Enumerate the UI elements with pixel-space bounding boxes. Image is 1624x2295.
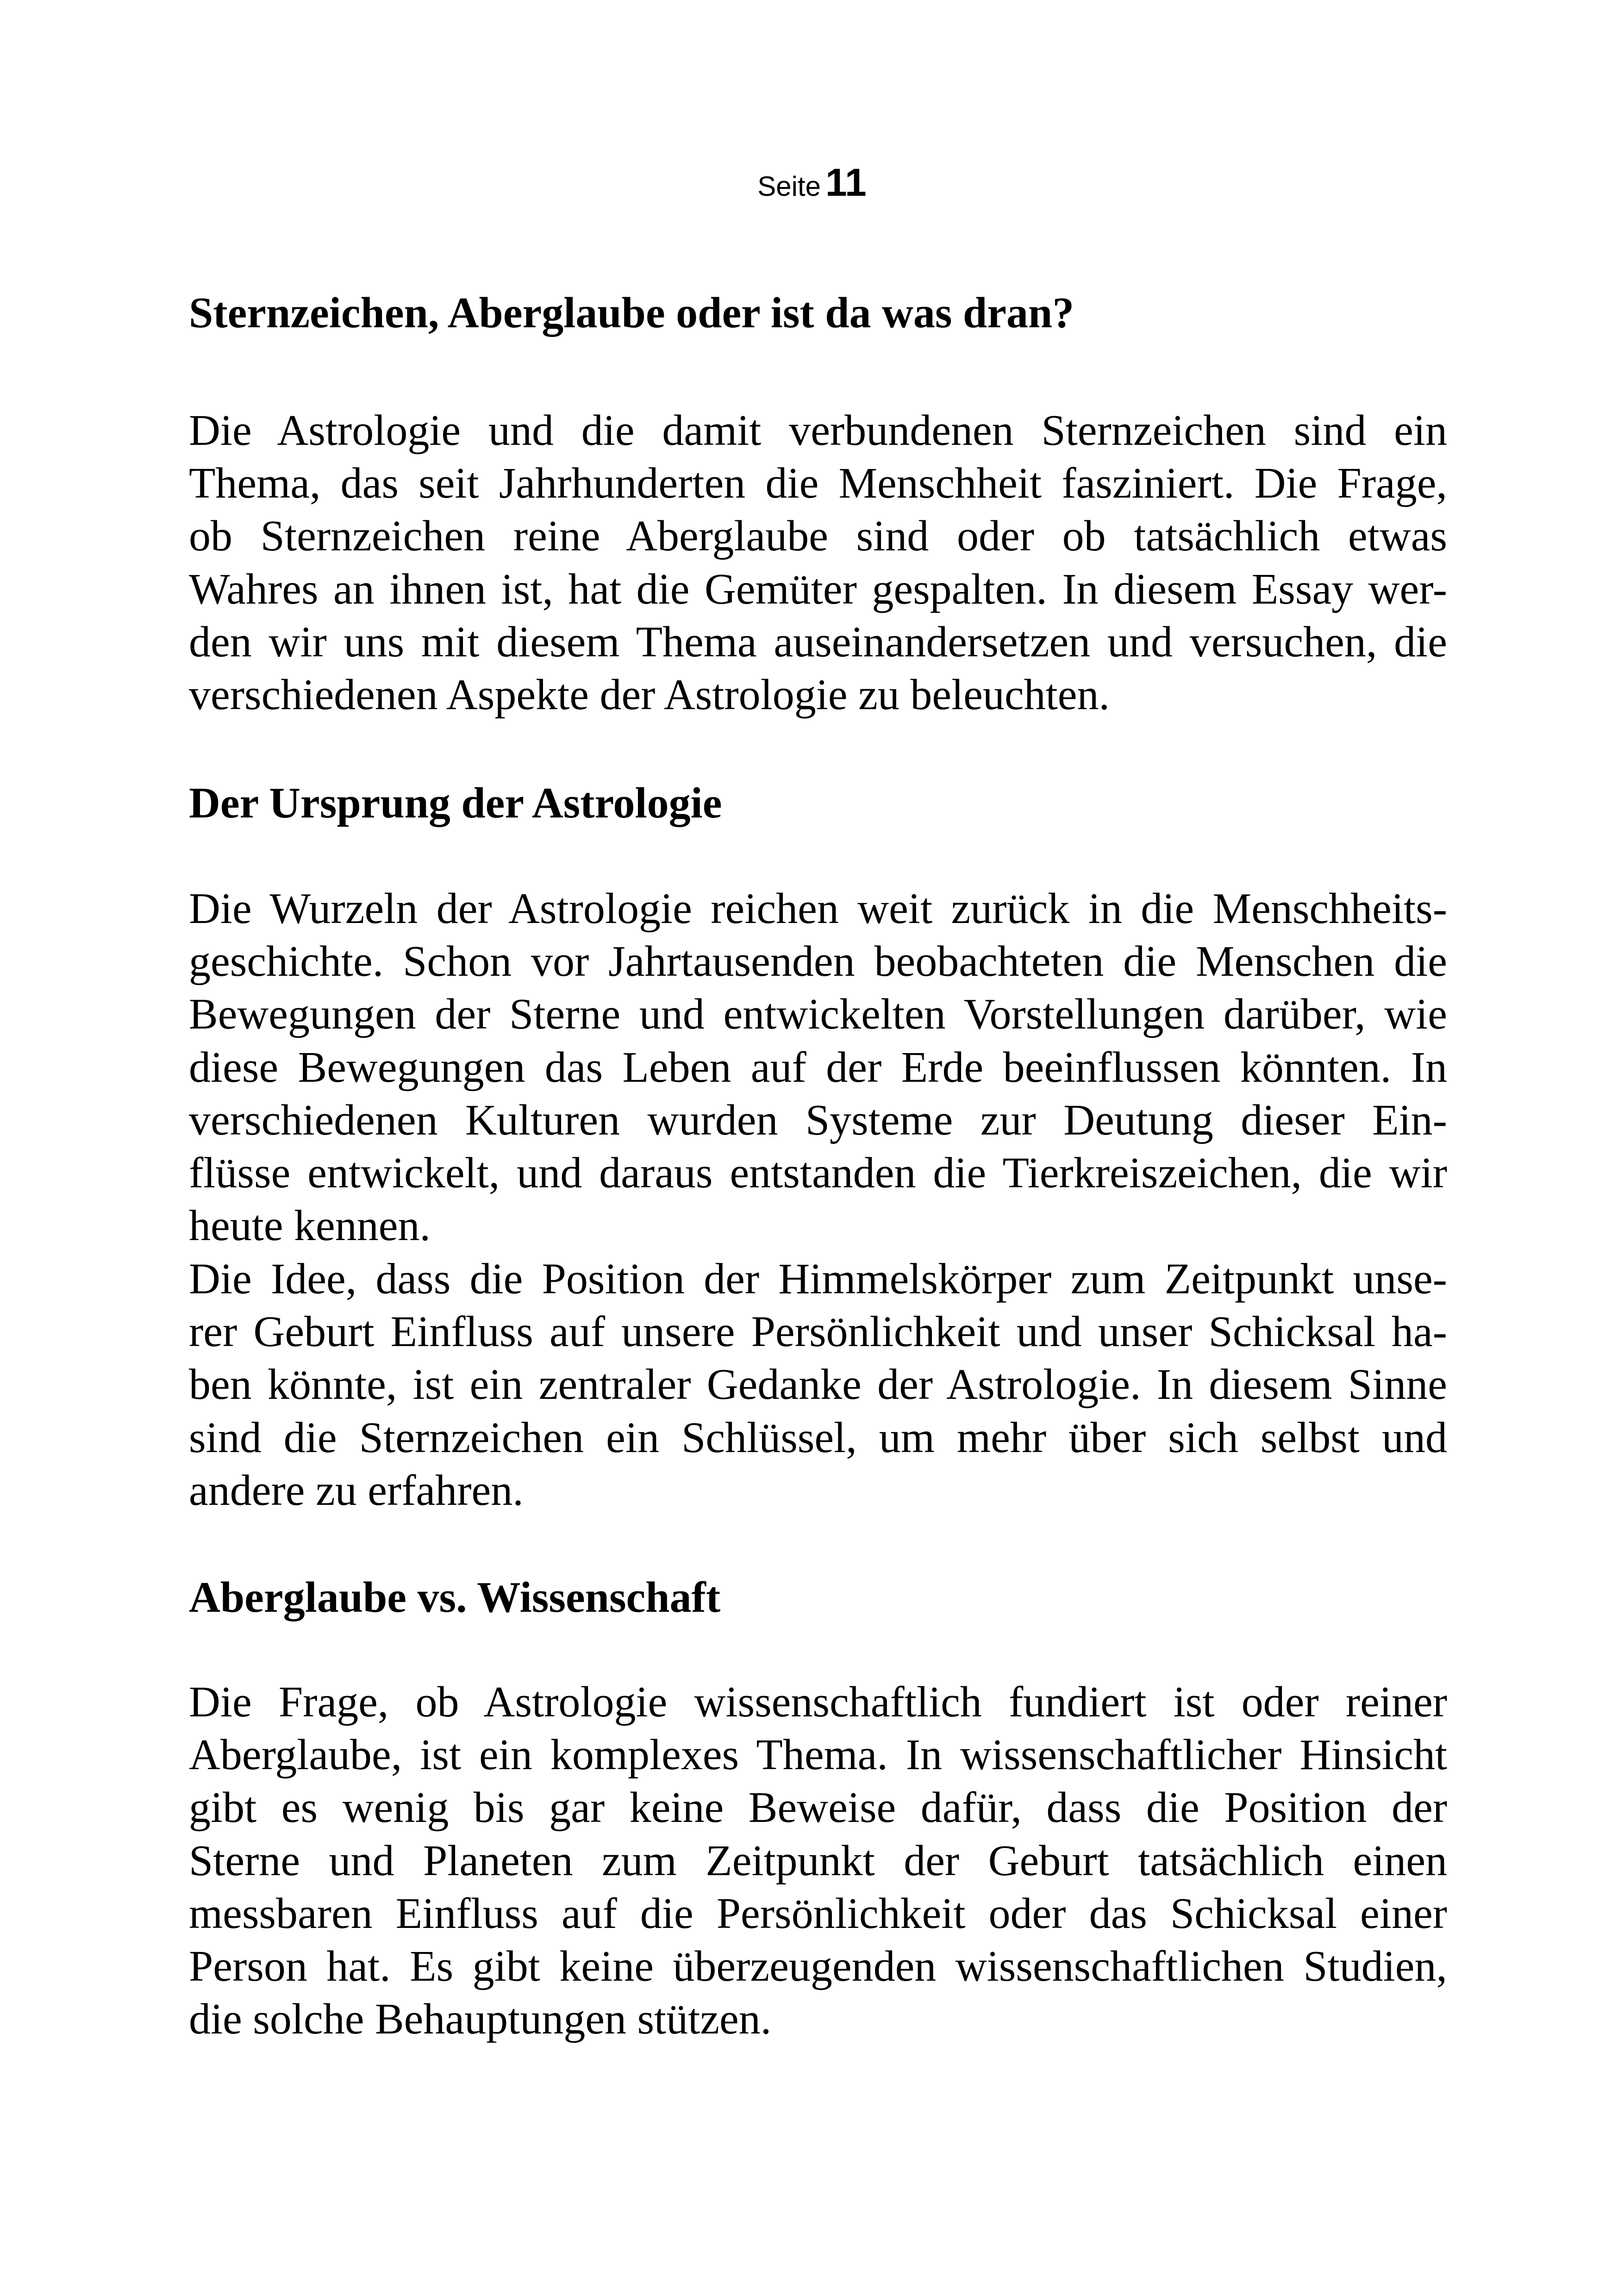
paragraph-intro xyxy=(189,404,1447,721)
text-line: flüsse entwickelt, und daraus entstanden die Tierkreiszeichen, die wir xyxy=(189,1148,1447,1197)
text-line: messbaren Einfluss auf die Persönlichkeit oder das Schicksal einer xyxy=(189,1889,1447,1938)
text-line: verschiedenen Aspekte der Astrologie zu beleuchten. xyxy=(189,670,1110,719)
text-line: Die Astrologie und die damit verbundenen Sternzeichen sind ein xyxy=(189,406,1447,455)
text-line: ben könnte, ist ein zentraler Gedanke der Astrologie. In diesem Sinne xyxy=(189,1360,1447,1409)
text-line: Die Idee, dass die Position der Himmelskörper zum Zeitpunkt unse- xyxy=(189,1255,1447,1303)
text-line: sind die Sternzeichen ein Schlüssel, um mehr über sich selbst und xyxy=(189,1413,1447,1462)
paragraph-ursprung-2 xyxy=(189,1253,1447,1517)
text-line: Bewegungen der Sterne und entwickelten Vorstellungen darüber, wie xyxy=(189,990,1447,1039)
text-line: diese Bewegungen das Leben auf der Erde beeinflussen könnten. In xyxy=(189,1043,1447,1091)
text-line: Thema, das seit Jahrhunderten die Menschheit fasziniert. Die Frage, xyxy=(189,459,1447,508)
text-line: verschiedenen Kulturen wurden Systeme zur Deutung dieser Ein- xyxy=(189,1096,1447,1144)
text-line: geschichte. Schon vor Jahrtausenden beobachteten die Menschen die xyxy=(189,937,1447,986)
section-heading-aberglaube-wissenschaft: Aberglaube vs. Wissenschaft xyxy=(189,1573,721,1621)
page-number xyxy=(0,163,1624,202)
text-line: Die Frage, ob Astrologie wissenschaftlich fundiert ist oder reiner xyxy=(189,1678,1447,1726)
paragraph-ursprung-1 xyxy=(189,882,1447,1252)
text-line: andere zu erfahren. xyxy=(189,1466,524,1515)
text-line: Aberglaube, ist ein komplexes Thema. In wissenschaftlicher Hinsicht xyxy=(189,1731,1447,1779)
text-line: Sterne und Planeten zum Zeitpunkt der Geburt tatsächlich einen xyxy=(189,1836,1447,1885)
text-line: rer Geburt Einfluss auf unsere Persönlichkeit und unser Schicksal ha- xyxy=(189,1308,1447,1356)
section-heading-sternzeichen: Sternzeichen, Aberglaube oder ist da was dran? xyxy=(189,289,1074,337)
text-line: gibt es wenig bis gar keine Beweise dafür, dass die Position der xyxy=(189,1784,1447,1832)
text-line: den wir uns mit diesem Thema auseinandersetzen und versuchen, die xyxy=(189,617,1447,666)
text-line: die solche Behauptungen stützen. xyxy=(189,1995,772,2044)
text-line: heute kennen. xyxy=(189,1202,431,1250)
section-heading-ursprung: Der Ursprung der Astrologie xyxy=(189,779,722,827)
page-number-value: 11 xyxy=(825,161,867,204)
paragraph-wissenschaft xyxy=(189,1676,1447,2046)
text-line: Die Wurzeln der Astrologie reichen weit zurück in die Menschheits- xyxy=(189,885,1447,933)
text-line: Wahres an ihnen ist, hat die Gemüter gespalten. In diesem Essay wer- xyxy=(189,565,1447,613)
text-line: Person hat. Es gibt keine überzeugenden wissenschaftlichen Studien, xyxy=(189,1942,1447,1990)
page-number-label: Seite xyxy=(757,171,821,202)
text-line: ob Sternzeichen reine Aberglaube sind oder ob tatsächlich etwas xyxy=(189,512,1447,561)
